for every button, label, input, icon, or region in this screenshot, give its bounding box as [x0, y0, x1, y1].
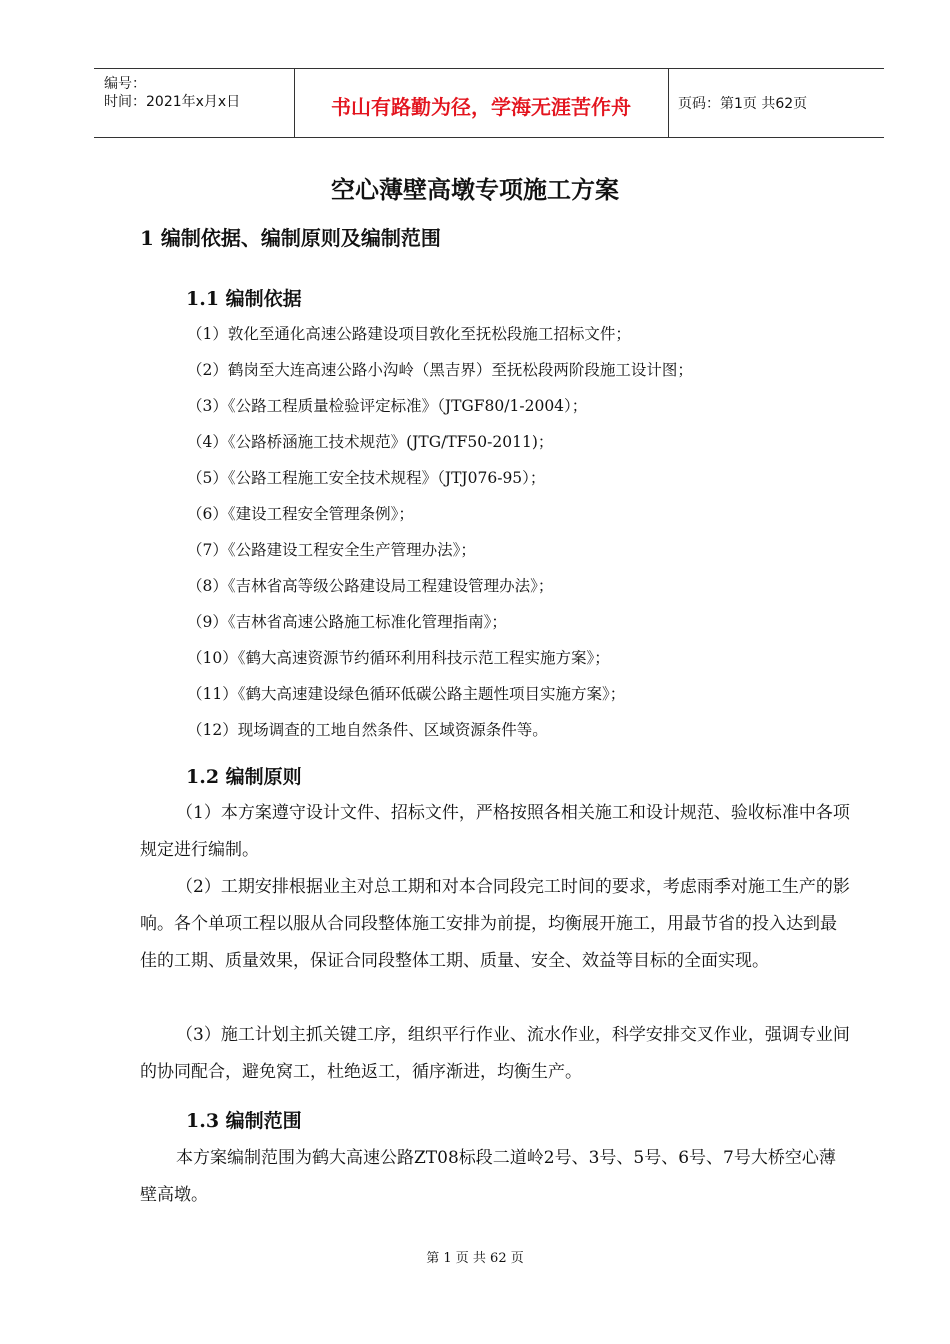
page-footer: 第 1 页 共 62 页 — [426, 1251, 524, 1266]
basis-item: （9）《吉林省高速公路施工标准化管理指南》； — [187, 613, 507, 631]
basis-item: （4）《公路桥涵施工技术规范》(JTG/TF50-2011)； — [187, 433, 554, 451]
basis-item: （5）《公路工程施工安全技术规程》（JTJ076-95）； — [187, 469, 546, 487]
basis-item: （2）鹤岗至大连高速公路小沟岭（黑吉界）至抚松段两阶段施工设计图； — [187, 361, 693, 379]
scope-paragraph: 本方案编制范围为鹤大高速公路ZT08标段二道岭2号、3号、5号、6号、7号大桥空心薄壁高墩。 — [140, 1148, 836, 1205]
principle-paragraph: （2）工期安排根据业主对总工期和对本合同段完工时间的要求，考虑雨季对施工生产的影响。各个单项工程以服从合同段整体施工安排为前提，均衡展开施工，用最节省的投入达到最佳的工期、质量效果，保证合同段整体工期、质量、安全、效益等目标的全面实现。 — [140, 877, 850, 971]
header-page-number: 页码：第1页 共62页 — [678, 96, 808, 112]
document-time-label: 时间：2021年x月x日 — [104, 94, 241, 110]
subsection-heading-principles: 1.2 编制原则 — [186, 766, 302, 788]
basis-item: （8）《吉林省高等级公路建设局工程建设管理办法》； — [187, 577, 554, 595]
header-info-cell — [94, 69, 295, 137]
basis-item: （6）《建设工程安全管理条例》； — [187, 505, 414, 523]
basis-item: （7）《公路建设工程安全生产管理办法》； — [187, 541, 476, 559]
document-number-label: 编号： — [104, 76, 146, 92]
section-heading-1: 1 编制依据、编制原则及编制范围 — [140, 226, 441, 250]
document-title: 空心薄壁高墩专项施工方案 — [331, 175, 619, 204]
basis-item: （1）敦化至通化高速公路建设项目敦化至抚松段施工招标文件； — [187, 325, 631, 343]
header-motto: 书山有路勤为径，学海无涯苦作舟 — [331, 95, 631, 119]
basis-item: （10）《鹤大高速资源节约循环利用科技示范工程实施方案》； — [187, 649, 610, 667]
basis-item: （12）现场调查的工地自然条件、区域资源条件等。 — [187, 721, 548, 739]
header-table — [94, 68, 884, 138]
subsection-heading-basis: 1.1 编制依据 — [186, 288, 302, 310]
basis-item: （3）《公路工程质量检验评定标准》（JTGF80/1-2004）； — [187, 397, 588, 415]
header-page-cell — [669, 69, 884, 137]
principle-paragraph: （1）本方案遵守设计文件、招标文件，严格按照各相关施工和设计规范、验收标准中各项规定进行编制。 — [140, 803, 850, 860]
principle-paragraph: （3）施工计划主抓关键工序，组织平行作业、流水作业，科学安排交叉作业，强调专业间的协同配合，避免窝工，杜绝返工，循序渐进，均衡生产。 — [140, 1025, 850, 1082]
basis-item: （11）《鹤大高速建设绿色循环低碳公路主题性项目实施方案》； — [187, 685, 626, 703]
header-motto-cell — [294, 69, 669, 137]
subsection-heading-scope: 1.3 编制范围 — [186, 1110, 302, 1132]
